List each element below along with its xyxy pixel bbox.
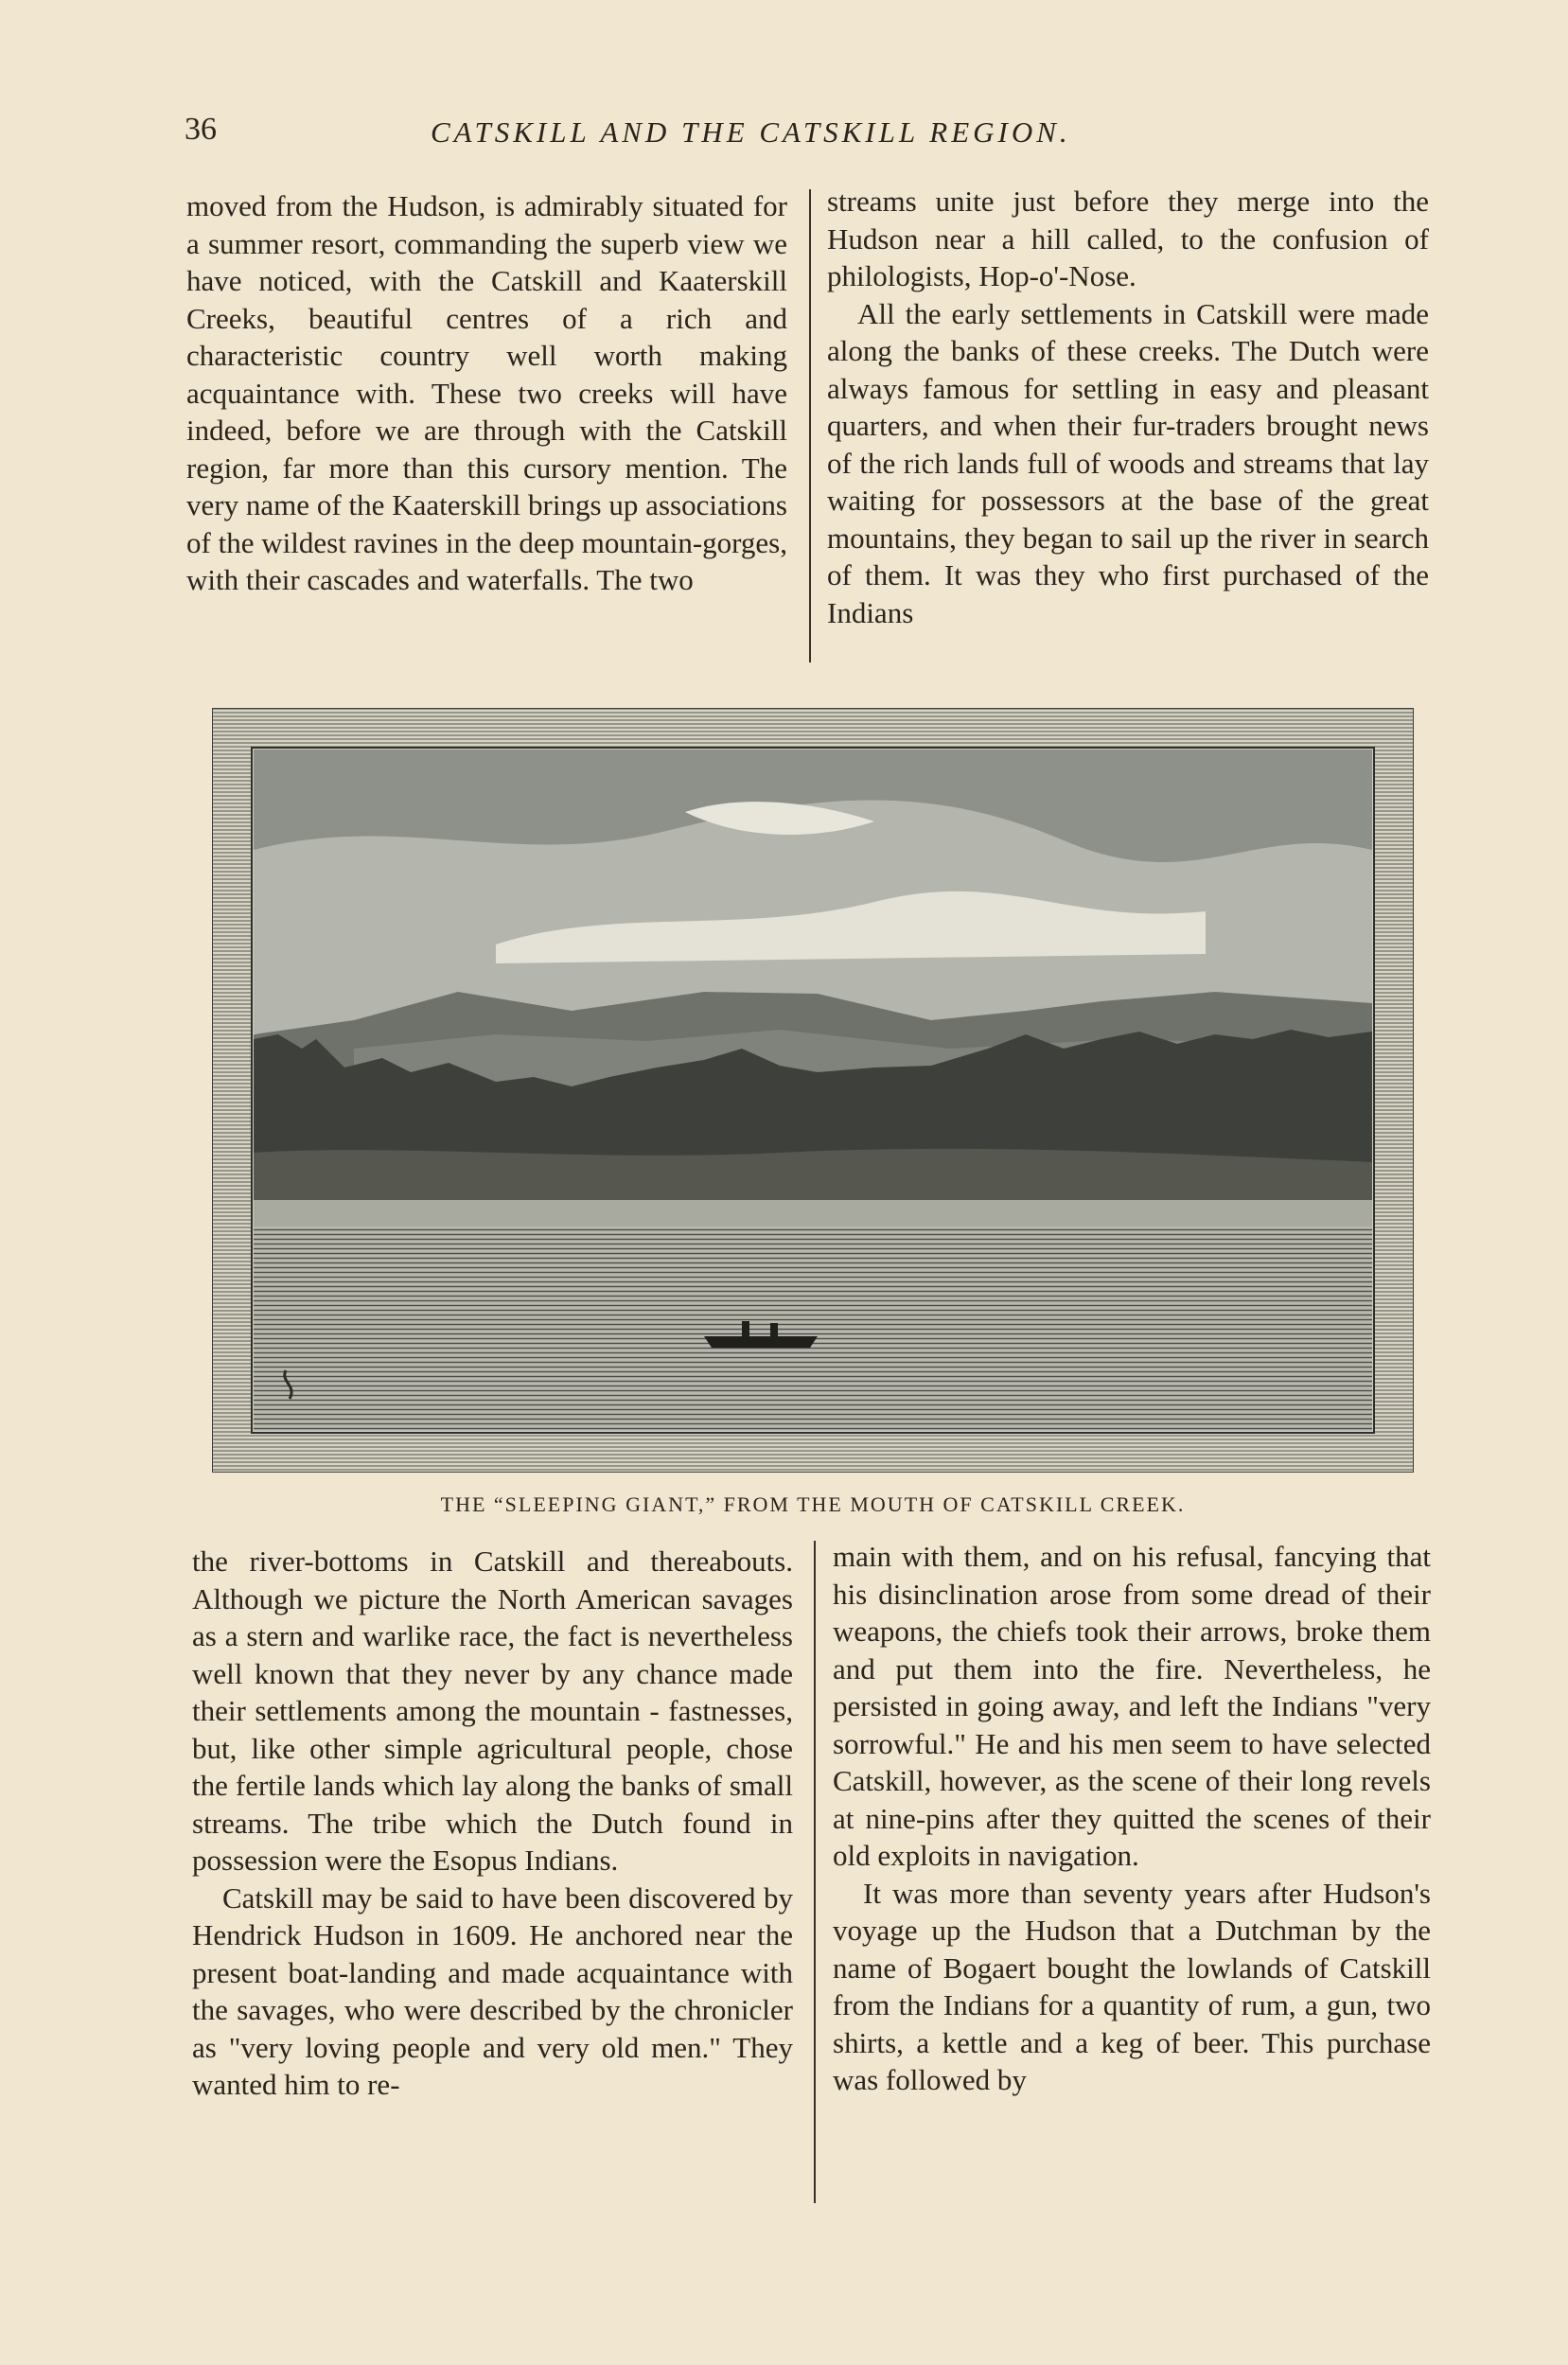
column-top-right <box>827 183 1429 631</box>
paragraph: Catskill may be said to have been discovered by Hendrick Hudson in 1609. He anchored near the present boat-landing and made acquaintance with the savages, who were described by the chronicler as "very loving people and very old men." They wanted him to re- <box>192 1880 793 2101</box>
running-head <box>185 112 1415 159</box>
paragraph: moved from the Hudson, is admirably situated for a summer resort, commanding the superb view we have noticed, with the Catskill and Kaaterskill Creeks, beautiful centres of a rich and characteristic country well worth making acquaintance with. These two creeks will have indeed, before we are through with the Catskill region, far more than this cursory mention. The very name of the Kaaterskill brings up associations of the wildest ravines in the deep mountain-gorges, with their cascades and waterfalls. The two <box>186 189 787 596</box>
paragraph: It was more than seventy years after Hudson's voyage up the Hudson that a Dutchman by the name of Bogaert bought the lowlands of Catskill from the Indians for a quantity of rum, a gun, two shirts, a kettle and a keg of beer. This purchase was followed by <box>833 1876 1431 2096</box>
paragraph: streams unite just before they merge into the Hudson near a hill called, to the confusion of philologists, Hop-o'-Nose. <box>827 185 1429 292</box>
engraving-illustration <box>212 708 1414 1473</box>
paragraph: the river-bottoms in Catskill and thereabouts. Although we picture the North American savages as a stern and warlike race, the fact is nevertheless well known that they never by any chance made their settlements among the mountain - fastnesses, but, like other simple agricultural people, chose the fertile lands which lay along the banks of small streams. The tribe which the Dutch found in possession were the Esopus Indians. <box>192 1544 793 1877</box>
column-bottom-left <box>192 1543 793 2104</box>
page-number: 36 <box>185 112 217 147</box>
paragraph: All the early settlements in Catskill were made along the banks of these creeks. The Dutch were always famous for settling in easy and pleasant quarters, and when their fur-traders brought news of the rich lands full of woods and streams that lay waiting for possessors at the base of the great mountains, they began to sail up the river in search of them. It was they who first purchased of the Indians <box>827 296 1429 629</box>
column-bottom-right <box>833 1538 1431 2099</box>
column-divider <box>809 189 811 662</box>
running-title: CATSKILL AND THE CATSKILL REGION. <box>431 115 1071 149</box>
column-divider <box>814 1541 816 2203</box>
column-top-left <box>186 187 787 599</box>
figure-caption: THE “SLEEPING GIANT,” FROM THE MOUTH OF CATSKILL CREEK. <box>440 1492 1186 1516</box>
landscape-engraving <box>212 708 1414 1473</box>
rowboat <box>704 1336 818 1348</box>
paragraph: main with them, and on his refusal, fancying that his disinclination arose from some dread of their weapons, the chiefs took their arrows, broke them and put them into the fire. Nevertheless, he persisted in going away, and left the Indians "very sorrowful." He and his men seem to have selected Catskill, however, as the scene of their long revels at nine-pins after they quitted the scenes of their old exploits in navigation. <box>833 1540 1431 1872</box>
